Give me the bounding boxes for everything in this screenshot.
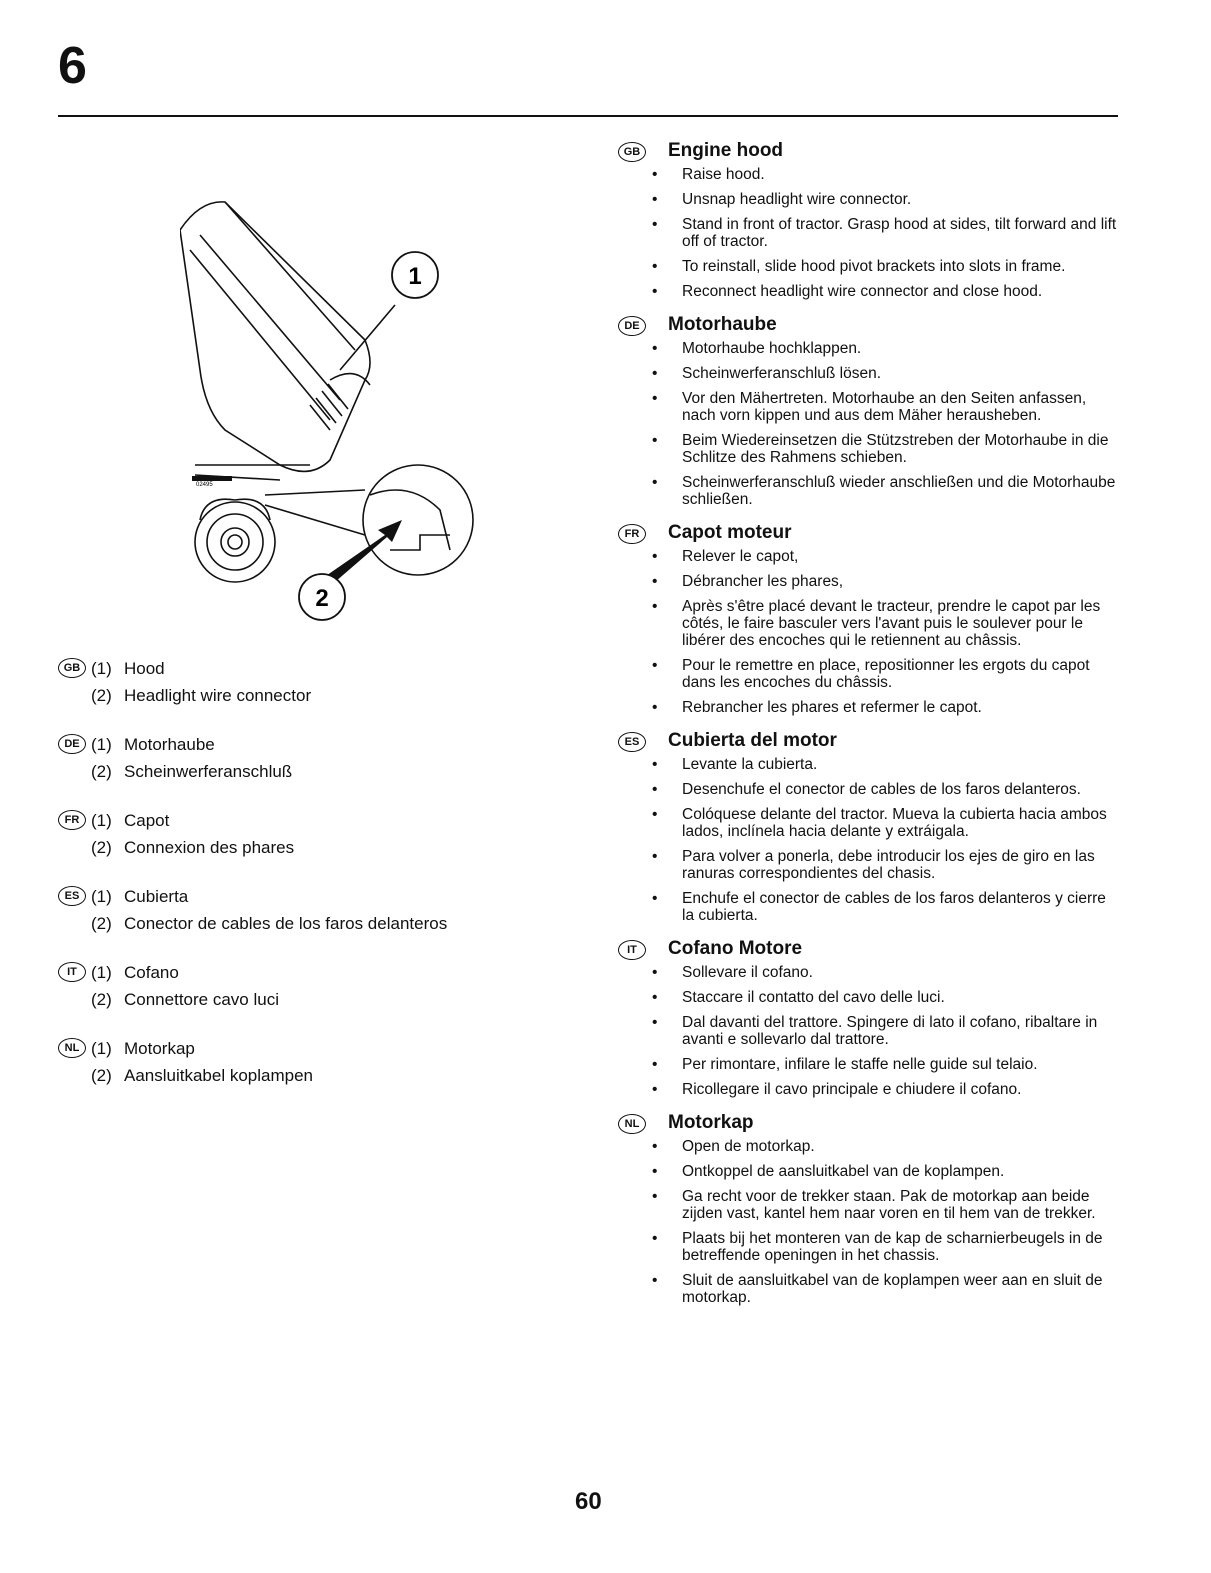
- section-header: [618, 1112, 1118, 1138]
- legend-number: (1): [91, 963, 112, 982]
- language-badge-it: IT: [58, 962, 86, 982]
- step-item: • Pour le remettre en place, repositionner les ergots du capot dans les encoches du châssis.: [682, 657, 1118, 691]
- section-title: Cubierta del motor: [668, 730, 837, 751]
- legend-label: Cubierta: [124, 887, 189, 906]
- step-list: [618, 1138, 1118, 1306]
- section-nl: [618, 1112, 1118, 1306]
- step-list: [618, 756, 1118, 924]
- step-item: • Dal davanti del trattore. Spingere di lato il cofano, ribaltare in avanti e sollevarlo dal trattore.: [682, 1014, 1118, 1048]
- step-item: • Ga recht voor de trekker staan. Pak de motorkap aan beide zijden vast, kantel hem naar voren en til hem van de trekker.: [682, 1188, 1118, 1222]
- step-list: [618, 548, 1118, 716]
- step-item: • Sluit de aansluitkabel van de koplampen weer aan en sluit de motorkap.: [682, 1272, 1118, 1306]
- legend-group-de: [58, 731, 518, 785]
- legend-number: (1): [91, 659, 112, 678]
- language-badge-nl: NL: [58, 1038, 86, 1058]
- step-item: • Open de motorkap.: [682, 1138, 1118, 1155]
- legend-number: (1): [91, 887, 112, 906]
- language-badge-it: IT: [618, 940, 646, 960]
- step-list: [618, 166, 1118, 300]
- step-item: • Ontkoppel de aansluitkabel van de koplampen.: [682, 1163, 1118, 1180]
- legend-row: [58, 986, 518, 1013]
- step-item: • Staccare il contatto del cavo delle luci.: [682, 989, 1118, 1006]
- legend-row: [58, 1062, 518, 1089]
- section-header: [618, 938, 1118, 964]
- callout-2: 2: [315, 585, 329, 612]
- section-title: Engine hood: [668, 140, 784, 161]
- legend-number: (2): [91, 762, 112, 781]
- section-fr: [618, 522, 1118, 716]
- language-badge-gb: GB: [58, 658, 86, 678]
- step-item: • Per rimontare, infilare le staffe nelle guide sul telaio.: [682, 1056, 1118, 1073]
- step-item: • Levante la cubierta.: [682, 756, 1118, 773]
- parts-legend: [58, 655, 518, 1111]
- section-gb: [618, 140, 1118, 300]
- legend-group-it: [58, 959, 518, 1013]
- legend-label: Connexion des phares: [124, 838, 295, 857]
- section-it: [618, 938, 1118, 1098]
- step-item: • Beim Wiedereinsetzen die Stützstreben der Motorhaube in die Schlitze des Rahmens schieben.: [682, 432, 1118, 466]
- legend-label: Cofano: [124, 963, 179, 982]
- legend-row: [58, 682, 518, 709]
- step-item: • Scheinwerferanschluß lösen.: [682, 365, 1118, 382]
- section-es: [618, 730, 1118, 924]
- step-item: • Plaats bij het monteren van de kap de scharnierbeugels in de betreffende openingen in het chassis.: [682, 1230, 1118, 1264]
- legend-number: (1): [91, 1039, 112, 1058]
- legend-label: Capot: [124, 811, 170, 830]
- section-title: Motorhaube: [668, 314, 777, 335]
- legend-number: (1): [91, 811, 112, 830]
- step-item: • Ricollegare il cavo principale e chiudere il cofano.: [682, 1081, 1118, 1098]
- legend-row: [58, 807, 518, 834]
- legend-row: [58, 731, 518, 758]
- step-item: • Scheinwerferanschluß wieder anschließen und die Motorhaube schließen.: [682, 474, 1118, 508]
- section-title: Motorkap: [668, 1112, 754, 1133]
- hood-illustration: [180, 190, 480, 630]
- hood-drawing: [180, 190, 480, 630]
- step-item: • Vor den Mähertreten. Motorhaube an den Seiten anfassen, nach vorn kippen und aus dem Mäher herausheben.: [682, 390, 1118, 424]
- language-badge-es: ES: [618, 732, 646, 752]
- legend-number: (2): [91, 686, 112, 705]
- step-item: • Relever le capot,: [682, 548, 1118, 565]
- legend-number: (2): [91, 914, 112, 933]
- language-badge-de: DE: [618, 316, 646, 336]
- legend-row: [58, 655, 518, 682]
- legend-row: [58, 883, 518, 910]
- legend-number: (2): [91, 990, 112, 1009]
- section-de: [618, 314, 1118, 508]
- legend-row: [58, 910, 518, 937]
- language-badge-fr: FR: [58, 810, 86, 830]
- step-item: • Unsnap headlight wire connector.: [682, 191, 1118, 208]
- section-header: [618, 522, 1118, 548]
- step-item: • Reconnect headlight wire connector and close hood.: [682, 283, 1118, 300]
- language-badge-nl: NL: [618, 1114, 646, 1134]
- section-header: [618, 314, 1118, 340]
- step-item: • Desenchufe el conector de cables de los faros delanteros.: [682, 781, 1118, 798]
- header-rule: [58, 115, 1118, 117]
- chapter-number: 6: [58, 37, 87, 95]
- legend-label: Aansluitkabel koplampen: [124, 1066, 314, 1085]
- language-badge-fr: FR: [618, 524, 646, 544]
- step-item: • To reinstall, slide hood pivot brackets into slots in frame.: [682, 258, 1118, 275]
- step-item: • Enchufe el conector de cables de los faros delanteros y cierre la cubierta.: [682, 890, 1118, 924]
- legend-number: (1): [91, 735, 112, 754]
- legend-label: Motorkap: [124, 1039, 195, 1058]
- legend-group-fr: [58, 807, 518, 861]
- step-item: • Stand in front of tractor. Grasp hood at sides, tilt forward and lift off of tractor.: [682, 216, 1118, 250]
- language-badge-gb: GB: [618, 142, 646, 162]
- language-badge-es: ES: [58, 886, 86, 906]
- legend-row: [58, 758, 518, 785]
- step-item: • Raise hood.: [682, 166, 1118, 183]
- legend-label: Headlight wire connector: [124, 686, 312, 705]
- section-header: [618, 730, 1118, 756]
- plate-label: 02495: [196, 482, 213, 488]
- legend-number: (2): [91, 1066, 112, 1085]
- step-item: • Sollevare il cofano.: [682, 964, 1118, 981]
- section-header: [618, 140, 1118, 166]
- legend-group-es: [58, 883, 518, 937]
- language-badge-de: DE: [58, 734, 86, 754]
- legend-label: Scheinwerferanschluß: [124, 762, 293, 781]
- step-item: • Après s'être placé devant le tracteur, prendre le capot par les côtés, le faire basculer vers l'avant puis le soulever pour le libérer des encoches qui le retiennent au châssis.: [682, 598, 1118, 649]
- legend-group-gb: [58, 655, 518, 709]
- step-item: • Colóquese delante del tractor. Mueva la cubierta hacia ambos lados, inclínela hacia delante y extráigala.: [682, 806, 1118, 840]
- step-list: [618, 964, 1118, 1098]
- section-title: Cofano Motore: [668, 938, 803, 959]
- legend-row: [58, 834, 518, 861]
- step-item: • Rebrancher les phares et refermer le capot.: [682, 699, 1118, 716]
- legend-label: Hood: [124, 659, 165, 678]
- callout-1: 1: [408, 263, 422, 290]
- legend-row: [58, 959, 518, 986]
- legend-row: [58, 1035, 518, 1062]
- legend-group-nl: [58, 1035, 518, 1089]
- section-title: Capot moteur: [668, 522, 792, 543]
- step-item: • Débrancher les phares,: [682, 573, 1118, 590]
- legend-label: Connettore cavo luci: [124, 990, 279, 1009]
- page-number: 60: [575, 1488, 602, 1515]
- step-item: • Para volver a ponerla, debe introducir los ejes de giro en las ranuras correspondientes del chasis.: [682, 848, 1118, 882]
- legend-label: Conector de cables de los faros delanteros: [124, 914, 448, 933]
- legend-number: (2): [91, 838, 112, 857]
- step-list: [618, 340, 1118, 508]
- step-item: • Motorhaube hochklappen.: [682, 340, 1118, 357]
- legend-label: Motorhaube: [124, 735, 215, 754]
- instruction-sections: [618, 140, 1118, 1320]
